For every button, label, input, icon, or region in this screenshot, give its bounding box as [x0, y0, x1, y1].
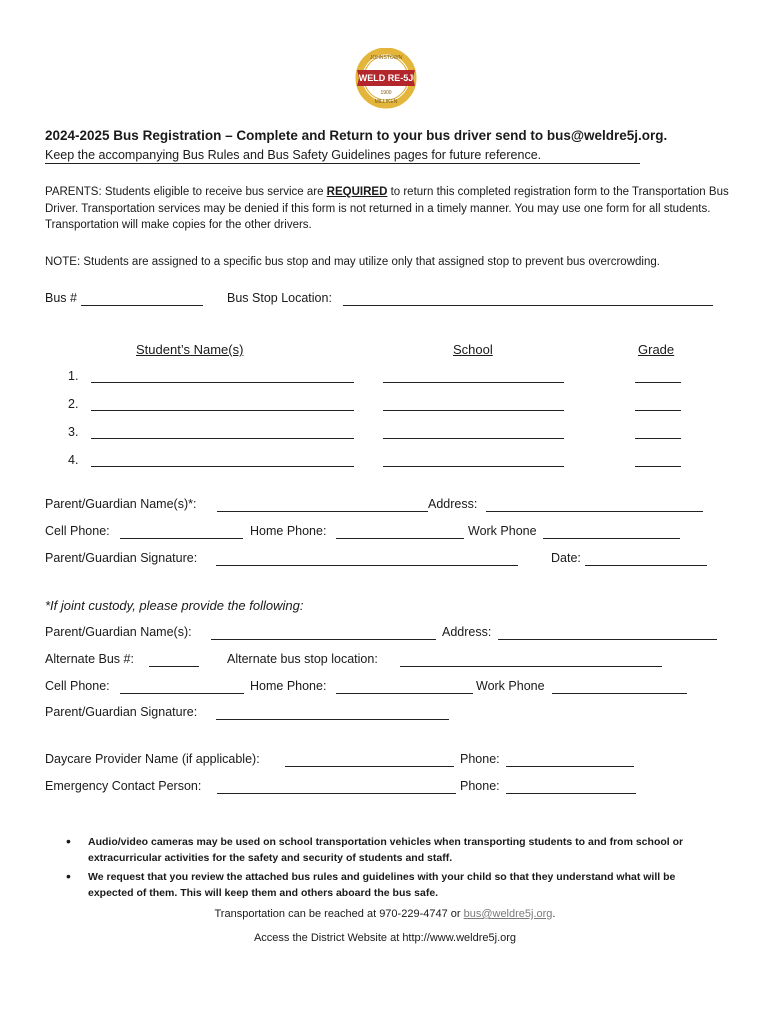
- row-number: 3.: [68, 425, 79, 439]
- alternate-stop-label: Alternate bus stop location:: [227, 652, 378, 666]
- parents-note: PARENTS: Students eligible to receive bus service are REQUIRED to return this completed registration form to the Transportation Bus Driver. Transportation services may be denied if this form is not returned in a timely manner. You may use one form for all students. Transportation will make copies for the other drivers.: [45, 186, 729, 231]
- student-name-field[interactable]: [91, 410, 354, 411]
- bus-stop-label: Bus Stop Location:: [227, 291, 332, 305]
- cell-phone-label: Cell Phone:: [45, 524, 110, 538]
- bus-stop-note: NOTE: Students are assigned to a specific bus stop and may utilize only that assigned stop to prevent bus overcrowding.: [45, 256, 660, 268]
- joint-signature-field[interactable]: [216, 719, 449, 720]
- joint-guardian-name-label: Parent/Guardian Name(s):: [45, 625, 192, 639]
- svg-text:1900: 1900: [380, 90, 392, 96]
- joint-cell-phone-field[interactable]: [120, 693, 244, 694]
- work-phone-label: Work Phone: [468, 524, 537, 538]
- student-name-field[interactable]: [91, 438, 354, 439]
- rules-notice: We request that you review the attached bus rules and guidelines with your child so that they understand what will be expected of them. This will keep them and others aboard the bus safe.: [88, 871, 676, 899]
- form-title: 2024-2025 Bus Registration – Complete and Return to your bus driver send to bus@weldre5j.org.: [45, 128, 668, 143]
- form-subtitle: Keep the accompanying Bus Rules and Bus Safety Guidelines pages for future reference.: [45, 148, 542, 162]
- joint-home-phone-label: Home Phone:: [250, 679, 327, 693]
- bus-number-field[interactable]: [81, 305, 203, 306]
- transportation-contact: Transportation can be reached at 970-229-4747 or bus@weldre5j.org.: [214, 908, 556, 920]
- date-label: Date:: [551, 551, 581, 565]
- bullet-icon: •: [66, 833, 71, 849]
- school-field[interactable]: [383, 410, 564, 411]
- daycare-provider-label: Daycare Provider Name (if applicable):: [45, 752, 260, 766]
- district-logo: [353, 48, 419, 110]
- bullet-icon: •: [66, 868, 71, 884]
- row-number: 4.: [68, 453, 79, 467]
- guardian-name-label: Parent/Guardian Name(s)*:: [45, 497, 197, 511]
- camera-notice: Audio/video cameras may be used on school transportation vehicles when transporting students to and from school or extracurricular activities for the safety and security of students and staff.: [88, 836, 684, 864]
- daycare-provider-field[interactable]: [285, 766, 454, 767]
- grade-field[interactable]: [635, 410, 681, 411]
- svg-text:JOHNSTOWN: JOHNSTOWN: [369, 55, 403, 61]
- joint-work-phone-label: Work Phone: [476, 679, 545, 693]
- district-website: Access the District Website at http://www.weldre5j.org: [253, 932, 517, 944]
- daycare-phone-field[interactable]: [506, 766, 634, 767]
- guardian-address-field[interactable]: [486, 511, 703, 512]
- joint-address-label: Address:: [442, 625, 492, 639]
- emergency-contact-field[interactable]: [217, 793, 456, 794]
- guardian-name-field[interactable]: [217, 511, 428, 512]
- bus-stop-field[interactable]: [343, 305, 713, 306]
- joint-work-phone-field[interactable]: [552, 693, 687, 694]
- work-phone-field[interactable]: [543, 538, 680, 539]
- school-field[interactable]: [383, 438, 564, 439]
- grade-field[interactable]: [635, 466, 681, 467]
- guardian-signature-field[interactable]: [216, 565, 518, 566]
- alternate-bus-field[interactable]: [149, 666, 199, 667]
- joint-address-field[interactable]: [498, 639, 717, 640]
- home-phone-label: Home Phone:: [250, 524, 327, 538]
- joint-guardian-name-field[interactable]: [211, 639, 436, 640]
- daycare-phone-label: Phone:: [460, 752, 500, 766]
- emergency-phone-field[interactable]: [506, 793, 636, 794]
- grade-field[interactable]: [635, 382, 681, 383]
- svg-text:WELD RE-5J: WELD RE-5J: [358, 73, 414, 83]
- cell-phone-field[interactable]: [120, 538, 243, 539]
- student-name-header: Student’s Name(s): [136, 342, 244, 357]
- row-number: 2.: [68, 397, 79, 411]
- alternate-bus-label: Alternate Bus #:: [45, 652, 134, 666]
- row-number: 1.: [68, 369, 79, 383]
- school-field[interactable]: [383, 466, 564, 467]
- joint-signature-label: Parent/Guardian Signature:: [45, 705, 198, 719]
- student-name-field[interactable]: [91, 382, 354, 383]
- bus-number-label: Bus #: [45, 291, 77, 305]
- school-field[interactable]: [383, 382, 564, 383]
- grade-header: Grade: [638, 342, 675, 357]
- svg-text:MILLIKEN: MILLIKEN: [374, 99, 398, 105]
- home-phone-field[interactable]: [336, 538, 464, 539]
- grade-field[interactable]: [635, 438, 681, 439]
- joint-custody-heading: *If joint custody, please provide the following:: [45, 598, 304, 613]
- guardian-address-label: Address:: [428, 497, 478, 511]
- school-header: School: [453, 342, 493, 357]
- emergency-contact-label: Emergency Contact Person:: [45, 779, 202, 793]
- alternate-stop-field[interactable]: [400, 666, 662, 667]
- guardian-signature-label: Parent/Guardian Signature:: [45, 551, 198, 565]
- student-name-field[interactable]: [91, 466, 354, 467]
- email-link[interactable]: bus@weldre5j.org: [463, 908, 553, 920]
- joint-cell-phone-label: Cell Phone:: [45, 679, 110, 693]
- emergency-phone-label: Phone:: [460, 779, 500, 793]
- joint-home-phone-field[interactable]: [336, 693, 473, 694]
- title-rule: [45, 163, 640, 164]
- date-field[interactable]: [585, 565, 707, 566]
